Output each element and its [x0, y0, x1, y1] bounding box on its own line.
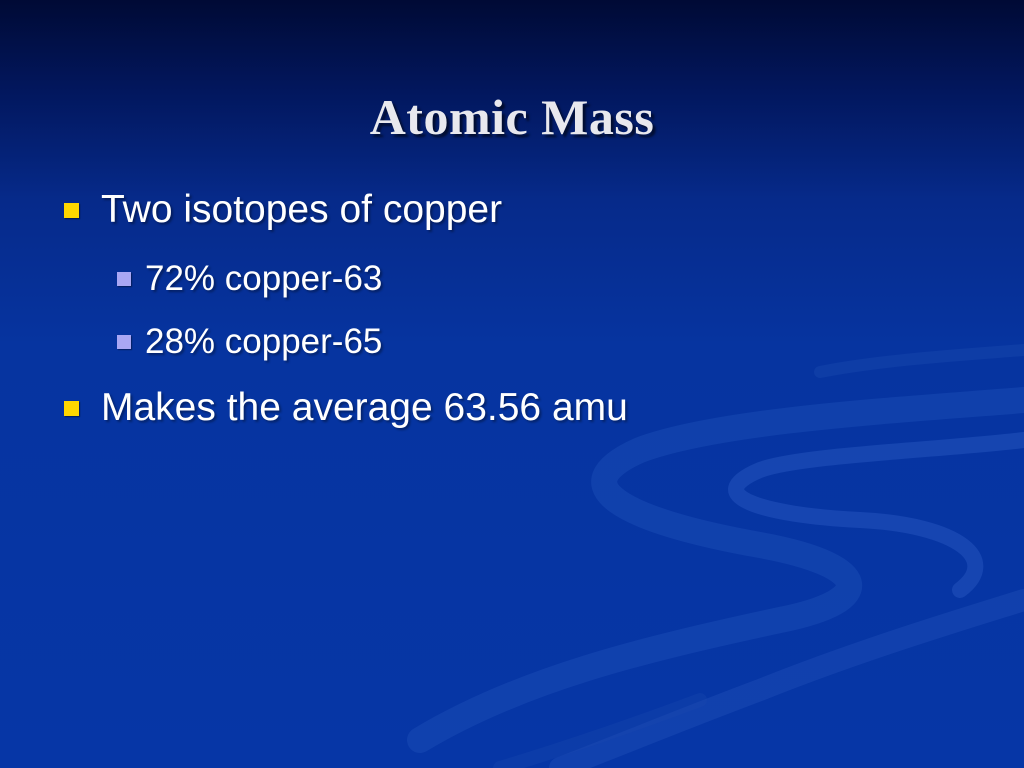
sub-bullet-item: [117, 259, 382, 299]
square-bullet-icon: [117, 272, 131, 286]
sub-bullet-text: 72% copper-63: [145, 259, 383, 298]
sub-bullet-item: [117, 322, 382, 362]
bullet-text: Makes the average 63.56 amu: [101, 386, 628, 429]
bullet-item: [64, 188, 502, 232]
bullet-item: [64, 386, 628, 430]
square-bullet-icon: [64, 203, 79, 218]
slide-title: Atomic Mass: [369, 89, 655, 145]
square-bullet-icon: [117, 335, 131, 349]
bullet-text: Two isotopes of copper: [101, 188, 503, 231]
sub-bullet-text: 28% copper-65: [145, 322, 383, 361]
square-bullet-icon: [64, 401, 79, 416]
